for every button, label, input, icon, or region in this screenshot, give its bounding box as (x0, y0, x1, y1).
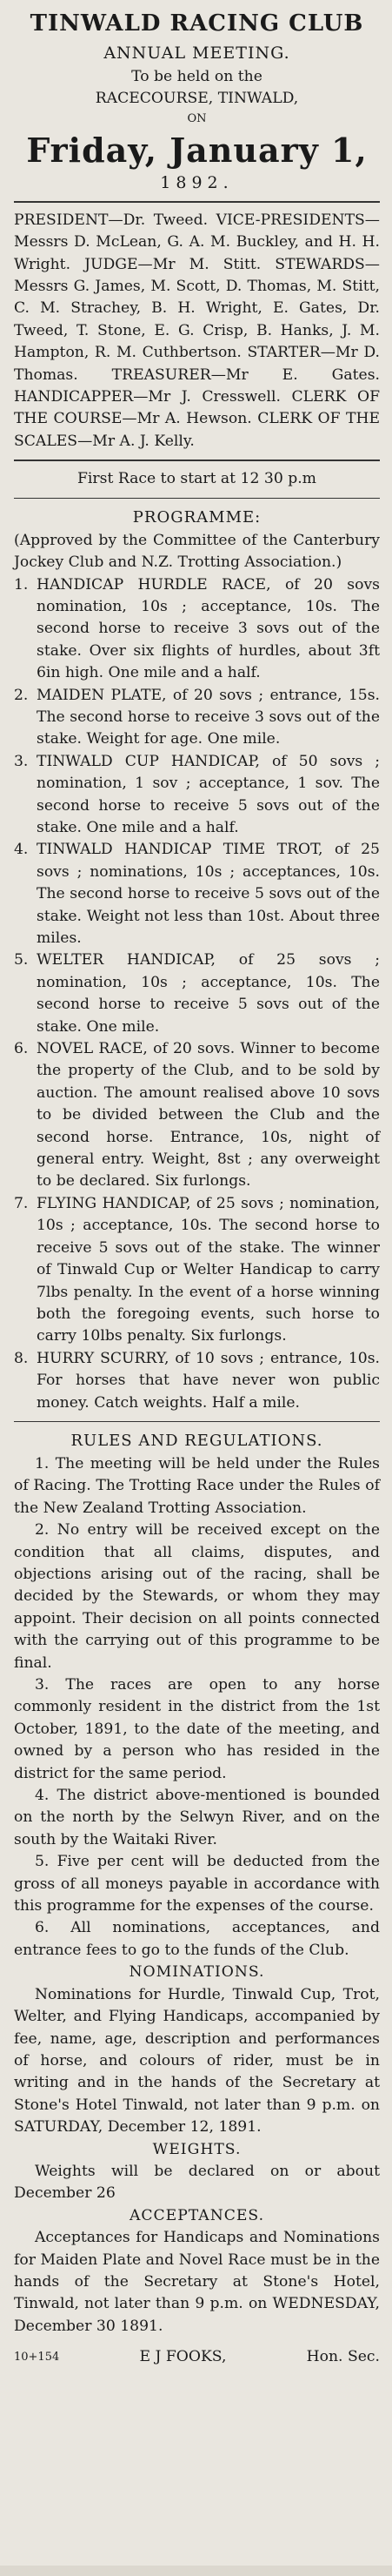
meeting-year: 1892. (160, 172, 234, 192)
signature-block (14, 2346, 380, 2368)
race-item (14, 574, 380, 685)
divider (14, 498, 380, 499)
acceptances-text: Acceptances for Handicaps and Nominations for Maiden Plate and Novel Race must be in the hands of the Secretary at Stone's Hotel, Tinwald, not later than 9 p.m. on WEDNESDAY, December 30 1891. (14, 2229, 380, 2335)
divider (14, 460, 380, 461)
rule-item: 5. Five per cent will be deducted from the gross of all moneys payable in accordance with this programme for the expenses of the course. (14, 1853, 380, 1915)
race-item (14, 1348, 380, 1414)
divider (14, 201, 380, 203)
rule-item: 4. The district above-mentioned is bounded on the north by the Selwyn River, and on the south by the Waitaki River. (14, 1787, 380, 1848)
race-list (14, 574, 380, 1414)
race-item (14, 1038, 380, 1193)
race-item (14, 751, 380, 840)
secretary-name: E J FOOKS, (139, 2348, 227, 2366)
held-on-line: To be held on the (131, 68, 262, 85)
rule-item: 6. All nominations, acceptances, and entrance fees to go to the funds of the Club. (14, 1919, 380, 1959)
rule-item: 1. The meeting will be held under the Rules of Racing. The Trotting Race under the Rules of the New Zealand Trotting Association. (14, 1454, 380, 1517)
race-number: 8. (14, 1349, 29, 1367)
race-number: 7. (14, 1194, 29, 1212)
weights-title: WEIGHTS. (152, 2140, 242, 2158)
secretary-title: Hon. Sec. (306, 2348, 380, 2366)
on-line: ON (187, 111, 207, 125)
race-number: 3. (14, 752, 29, 770)
race-text: HANDICAP HURDLE RACE, of 20 sovs nomination, 10s ; acceptance, 10s. The second horse to receive 3 sovs out of the stake. Over six flights of hurdles, about 3ft 6in high. One mile and a half. (37, 575, 380, 682)
meeting-title: ANNUAL MEETING. (103, 44, 290, 63)
rule-item: 3. The races are open to any horse commonly resident in the district from the 1st October, 1891, to the date of the meeting, and owned by a person who has resided in the district for the same period. (14, 1676, 380, 1782)
meeting-date: Friday, January 1, (26, 130, 368, 170)
programme-approval: (Approved by the Committee of the Canterbury Jockey Club and N.Z. Trotting Association.) (14, 531, 380, 572)
nominations-title: NOMINATIONS. (129, 1963, 265, 1982)
race-item (14, 685, 380, 751)
venue-line: RACECOURSE, TINWALD, (95, 90, 299, 108)
officials-list: PRESIDENT—Dr. Tweed. VICE-PRESIDENTS—Messrs D. McLean, G. A. M. Buckley, and H. H. Wright. JUDGE—Mr M. Stitt. STEWARDS—Messrs G. James, M. Scott, D. Thomas, M. Stitt, C. M. Strachey, B. H. Wright, E. Gates, Dr. Tweed, T. Stone, E. G. Crisp, B. Hanks, J. M. Hampton, R. M. Cuthbertson. STARTER—Mr D. Thomas. TREASURER—Mr E. Gates. HANDICAPPER—Mr J. Cresswell. CLERK OF THE COURSE—Mr A. Hewson. CLERK OF THE SCALES—Mr A. J. Kelly. (14, 211, 380, 450)
race-text: FLYING HANDICAP, of 25 sovs ; nomination, 10s ; acceptance, 10s. The second horse to receive 5 sovs out of the stake. The winner of Tinwald Cup or Welter Handicap to carry 7lbs penalty. In the event of a horse winning both the foregoing events, such horse to carry 10lbs penalty. Six furlongs. (37, 1194, 380, 1345)
race-text: NOVEL RACE, of 20 sovs. Winner to become the property of the Club, and to be sold by auction. The amount realised above 10 sovs to be divided between the Club and the second horse. Entrance, 10s, night of general entry. Weight, 8st ; any overweight to be declared. Six furlongs. (37, 1040, 380, 1191)
programme-title: PROGRAMME: (132, 507, 262, 527)
race-text: TINWALD CUP HANDICAP, of 50 sovs ; nomination, 1 sov ; acceptance, 1 sov. The second horse to receive 5 sovs out of the stake. One mile and a half. (37, 752, 380, 836)
reference-code: 10+154 (14, 2351, 60, 2365)
first-race-time: First Race to start at 12 30 p.m (76, 470, 316, 488)
weights-text: Weights will be declared on or about December 26 (14, 2162, 380, 2203)
club-title: TINWALD RACING CLUB (30, 10, 364, 37)
race-text: WELTER HANDICAP, of 25 sovs ; nomination, 10s ; acceptance, 10s. The second horse to receive 5 sovs out of the stake. One mile. (37, 951, 380, 1036)
race-item (14, 1193, 380, 1348)
race-text: MAIDEN PLATE, of 20 sovs ; entrance, 15s. The second horse to receive 3 sovs out of the stake. Weight for age. One mile. (37, 686, 380, 748)
race-number: 6. (14, 1040, 29, 1058)
rules-title: RULES AND REGULATIONS. (70, 1431, 323, 1450)
race-number: 2. (14, 686, 29, 704)
race-number: 5. (14, 951, 29, 969)
race-text: TINWALD HANDICAP TIME TROT, of 25 sovs ; nominations, 10s ; acceptances, 10s. The second horse to receive 5 sovs out of the stake. Weight not less than 10st. About three miles. (37, 841, 380, 947)
race-item (14, 839, 380, 949)
race-item (14, 949, 380, 1038)
nominations-text: Nominations for Hurdle, Tinwald Cup, Trot, Welter, and Flying Handicaps, accompanied by fee, name, age, description and performances of horse, and colours of rider, must be in writing and in the hands of the Secretary at Stone's Hotel Tinwald, not later than 9 p.m. on SATURDAY, December 12, 1891. (14, 1985, 380, 2137)
rule-item: 2. No entry will be received except on the condition that all claims, disputes, and objections arising out of the racing, shall be decided by the Stewards, or whom they may appoint. Their decision on all points connected with the carrying out of this programme to be final. (14, 1521, 380, 1672)
acceptances-title: ACCEPTANCES. (129, 2206, 265, 2224)
page-edge (0, 2566, 392, 2576)
divider (14, 1421, 380, 1422)
race-text: HURRY SCURRY, of 10 sovs ; entrance, 10s. For horses that have never won public money. Catch weights. Half a mile. (37, 1349, 380, 1412)
race-number: 4. (14, 841, 29, 859)
race-number: 1. (14, 575, 29, 594)
